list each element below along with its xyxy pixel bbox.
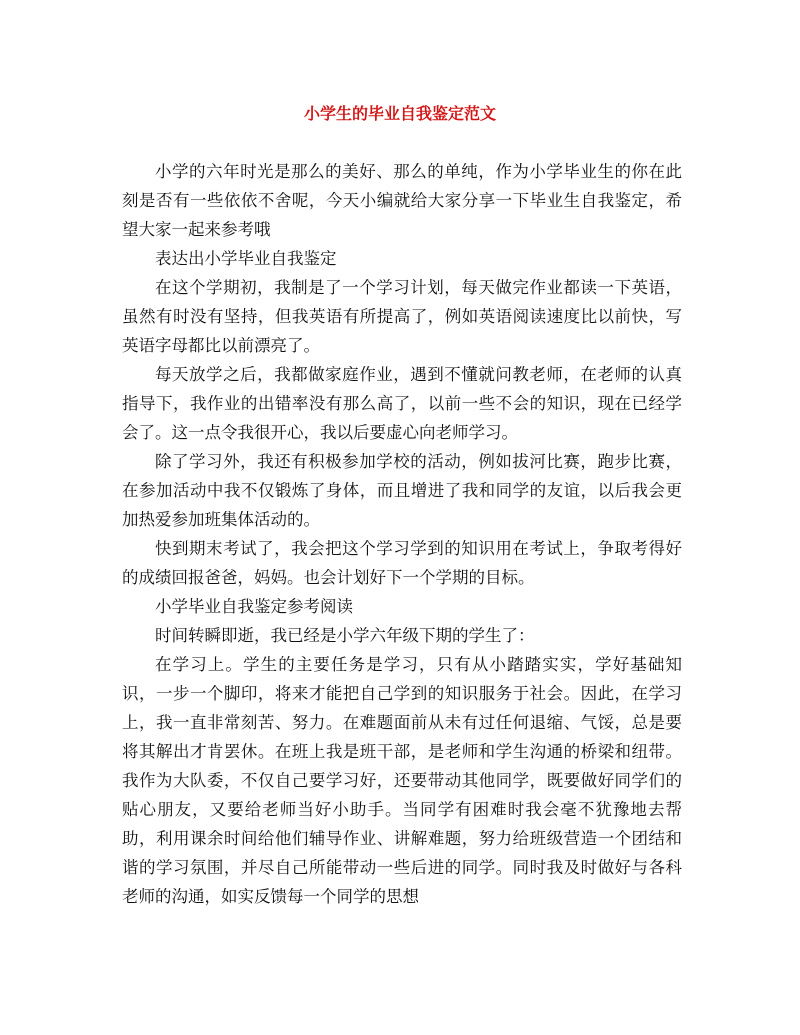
paragraph: 快到期末考试了，我会把这个学习学到的知识用在考试上，争取考得好的成绩回报爸爸，妈妈。也会计划好下一个学期的目标。 xyxy=(122,539,682,587)
paragraph: 在学习上。学生的主要任务是学习，只有从小踏踏实实，学好基础知识，一步一个脚印，将来才能把自己学到的知识服务于社会。因此，在学习上，我一直非常刻苦、努力。在难题面前从未有过任何退缩、气馁，总是要将其解出才肯罢休。在班上我是班干部，是老师和学生沟通的桥梁和纽带。我作为大队委，不仅自己要学习好，还要带动其他同学，既要做好同学们的贴心朋友，又要给老师当好小助手。当同学有困难时我会毫不犹豫地去帮助，利用课余时间给他们辅导作业、讲解难题，努力给班级营造一个团结和谐的学习氛围，并尽自己所能带动一些后进的同学。同时我及时做好与各科老师的沟通，如实反馈每一个同学的思想 xyxy=(122,655,682,906)
section-heading: 表达出小学毕业自我鉴定 xyxy=(155,249,337,268)
paragraph: 时间转瞬即逝，我已经是小学六年级下期的学生了： xyxy=(155,626,535,645)
paragraph: 每天放学之后，我都做家庭作业，遇到不懂就问教老师，在老师的认真指导下，我作业的出错率没有那么高了，以前一些不会的知识，现在已经学会了。这一点令我很开心，我以后要虚心向老师学习。 xyxy=(122,365,682,442)
document-body xyxy=(122,157,682,911)
paragraph: 在这个学期初，我制是了一个学习计划，每天做完作业都读一下英语，虽然有时没有坚持，但我英语有所提高了，例如英语阅读速度比以前快，写英语字母都比以前漂亮了。 xyxy=(122,278,682,355)
section-heading: 小学毕业自我鉴定参考阅读 xyxy=(155,597,353,616)
document-title: 小学生的毕业自我鉴定范文 xyxy=(303,104,496,123)
paragraph: 除了学习外，我还有积极参加学校的活动，例如拔河比赛，跑步比赛，在参加活动中我不仅锻炼了身体，而且增进了我和同学的友谊，以后我会更加热爱参加班集体活动的。 xyxy=(122,452,682,529)
paragraph-intro: 小学的六年时光是那么的美好、那么的单纯，作为小学毕业生的你在此刻是否有一些依依不舍呢，今天小编就给大家分享一下毕业生自我鉴定，希望大家一起来参考哦 xyxy=(122,162,682,239)
